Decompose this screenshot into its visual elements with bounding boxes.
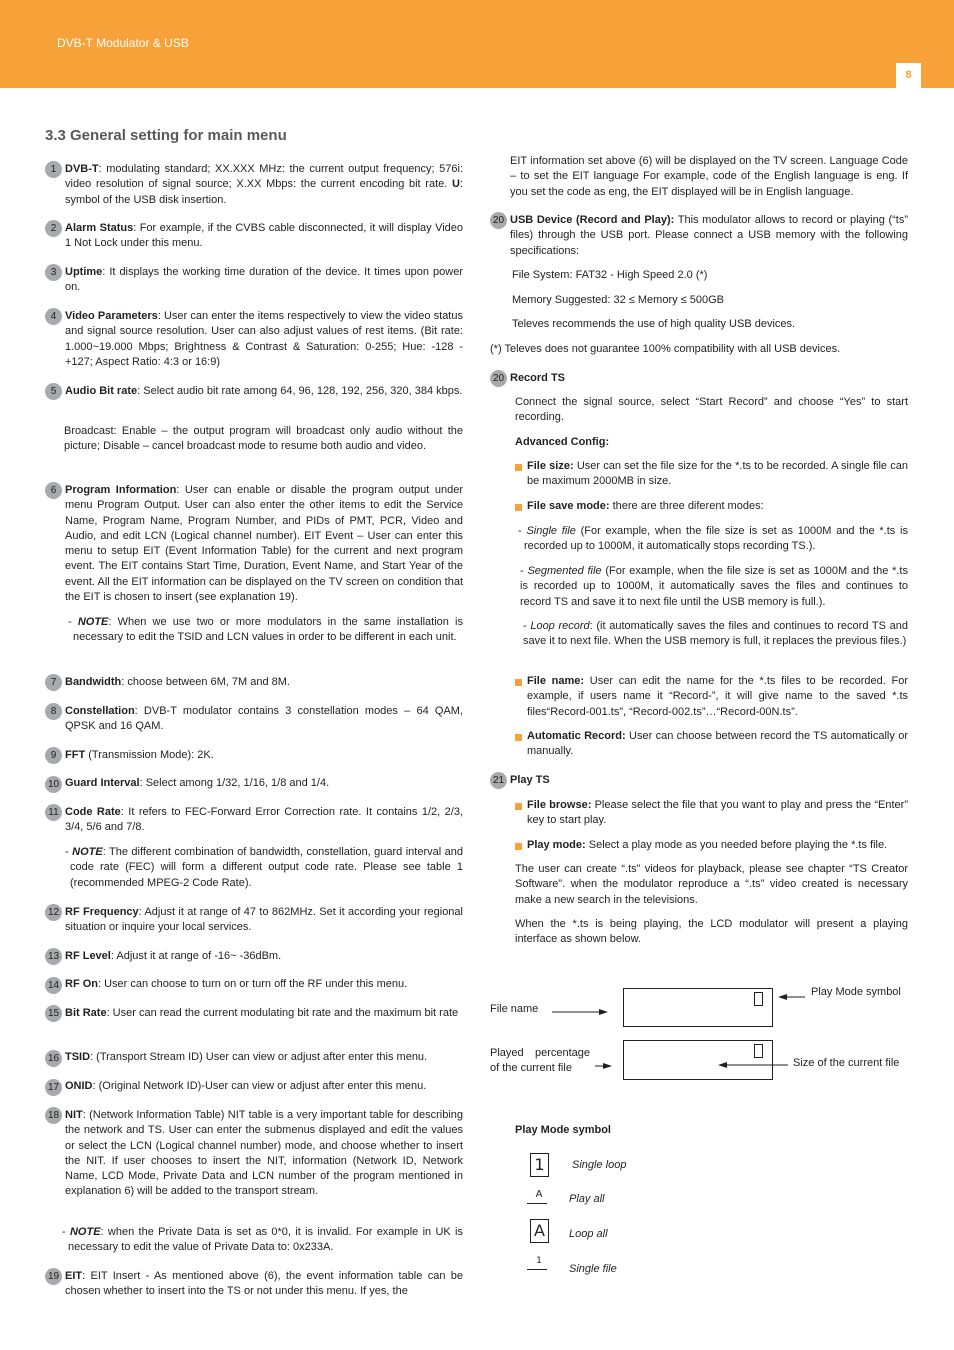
item-number-badge: 7: [45, 674, 62, 691]
item-number-badge: 3: [45, 264, 62, 281]
play-mode-symbol-arrow: [778, 994, 805, 1000]
play-all-label: Play all: [569, 1193, 605, 1205]
option-text: Select a play mode as you needed before playing the *.ts file.: [585, 839, 888, 851]
played-percentage-callout: Played percentage of the current file: [490, 1047, 590, 1074]
play-ts-heading: [510, 773, 908, 788]
note-program-information: [68, 615, 463, 646]
arrow-head: [603, 1063, 612, 1069]
menu-item-video-parameters: [65, 309, 463, 370]
advanced-config-heading: [515, 435, 908, 450]
option-text: User can edit the name for the *.ts files to be recorded. For example, if users name it “Record-”, it will give name to the saved *.ts files“Record-001.ts”, “Record-002.ts”…“Record-00N.ts”.: [527, 675, 908, 718]
header-title: DVB-T Modulator & USB: [57, 36, 189, 50]
option-label: Play mode:: [527, 839, 586, 851]
item-number-badge: 14: [45, 977, 62, 994]
play-all-symbol-underline: [527, 1203, 547, 1204]
item-label: RF Frequency: [65, 906, 139, 918]
item-number-badge: 4: [45, 308, 62, 325]
item-text: : choose between 6M, 7M and 8M.: [121, 676, 290, 688]
item-label: RF On: [65, 978, 98, 990]
item-number-badge: 12: [45, 904, 62, 921]
note-label: NOTE: [77, 616, 109, 628]
item-text: : DVB-T modulator contains 3 constellation modes – 64 QAM, QPSK and 16 QAM.: [65, 705, 463, 733]
item-number-badge: 16: [45, 1050, 62, 1067]
arrow-head: [599, 1009, 608, 1015]
note-dash: -: [65, 846, 73, 858]
option-label: File size:: [527, 460, 574, 472]
menu-item-rf-level: [65, 949, 463, 964]
item-label: EIT: [65, 1270, 83, 1282]
note-dash: -: [62, 1226, 70, 1238]
mode-dash: -: [523, 620, 531, 632]
item-number-badge: 8: [45, 703, 62, 720]
loop-all-symbol-icon: A: [530, 1219, 549, 1243]
item-text: : modulating standard; XX.XXX MHz: the current output frequency; 576i: video resolution of signal source; X.XX Mbps: the current encoding bit rate.: [65, 163, 463, 191]
arrow-head: [778, 994, 787, 1000]
mode-name: Segmented file: [527, 565, 602, 577]
item-number-badge: 20: [490, 370, 507, 387]
item-text: : User can read the current modulating bit rate and the maximum bit rate: [106, 1007, 459, 1019]
bullet-icon: [515, 679, 522, 686]
item-label: Guard Interval: [65, 777, 140, 789]
file-name-callout: File name: [490, 1003, 539, 1015]
option-label: Automatic Record:: [527, 730, 626, 742]
file-name-option: [527, 674, 908, 720]
menu-item-eit: [65, 1269, 463, 1300]
play-mode-symbol-callout: Play Mode symbol: [811, 986, 901, 998]
item-number-badge: 9: [45, 747, 62, 764]
file-save-mode-option: [527, 499, 908, 514]
item-text: : Select among 1/32, 1/16, 1/8 and 1/4.: [139, 777, 330, 789]
single-file-symbol-underline: [527, 1269, 547, 1270]
item-text: (Transmission Mode): 2K.: [85, 749, 214, 761]
option-text: there are three diferent modes:: [609, 500, 764, 512]
mode-text: (For example, when the file size is set as 1000M and the *.ts is recorded up to 1000M, it automatically stops recording TS.).: [524, 525, 908, 553]
item-label: Bandwidth: [65, 676, 122, 688]
automatic-record-option: [527, 729, 908, 760]
usb-spec-file-system: File System: FAT32 - High Speed 2.0 (*): [512, 269, 708, 281]
usb-spec-recommendation: Televes recommends the use of high quality USB devices.: [512, 318, 796, 330]
usb-spec-memory: Memory Suggested: 32 ≤ Memory ≤ 500GB: [512, 294, 724, 306]
menu-item-guard-interval: [65, 776, 463, 791]
bullet-icon: [515, 843, 522, 850]
menu-item-audio-bit-rate: [65, 384, 463, 399]
usb-footnote: (*) Televes does not guarantee 100% compatibility with all USB devices.: [490, 343, 841, 355]
item-text: : Adjust it at range of -16~ -36dBm.: [110, 950, 282, 962]
record-ts-intro: Connect the signal source, select “Start Record” and choose “Yes” to start recording.: [515, 396, 908, 424]
item-number-badge: 2: [45, 220, 62, 237]
item-text: This modulator allows to record or playing (“ts” files) through the USB port. Please connect a USB memory with the following specifications:: [510, 214, 908, 257]
item-label: Program Information: [65, 484, 177, 496]
menu-item-bit-rate: [65, 1006, 463, 1021]
note-text: : when the Private Data is set as 0*0, it is invalid. For example in UK is necessary to edit the value of Private Data to: 0x233A.: [68, 1226, 463, 1254]
item-label-usb-symbol: U: [451, 178, 460, 191]
audio-broadcast-description: Broadcast: Enable – the output program will broadcast only audio without the picture; Disable – cancel broadcast mode to resume both audio and video.: [64, 425, 463, 453]
item-text: : Adjust it at range of 47 to 862MHz. Set it according your regional situation or inquire your local services.: [65, 906, 463, 934]
item-text: : It displays the working time duration of the device. It times upon power on.: [65, 266, 463, 294]
item-label: Constellation: [65, 705, 135, 717]
item-text: : (Original Network ID)-User can view or adjust after enter this menu.: [92, 1080, 427, 1092]
legend-heading: Play Mode symbol: [515, 1124, 611, 1136]
item-label: ONID: [65, 1080, 93, 1092]
item-text: : User can choose to turn on or turn off the RF under this menu.: [98, 978, 408, 990]
option-text: User can set the file size for the *.ts to be recorded. A single file can be maximum 2000MB in size.: [527, 460, 908, 488]
single-loop-label: Single loop: [572, 1159, 627, 1171]
item-label: Bit Rate: [65, 1007, 107, 1019]
option-label: File browse:: [527, 799, 592, 811]
option-label: File name:: [527, 675, 585, 687]
mode-text: (For example, when the file size is set as 1000M and the *.ts is recorded up to 1000M, it automatically saves the files and continues to record TS and save it to next file until the USB memory is full.).: [520, 565, 908, 608]
menu-item-rf-frequency: [65, 905, 463, 936]
item-number-badge: 11: [45, 804, 62, 821]
menu-item-alarm-status: [65, 221, 463, 252]
file-size-cell: [754, 1044, 763, 1058]
playing-interface-paragraph: When the *.ts is being playing, the LCD modulator will present a playing interface as shown below.: [515, 918, 908, 946]
played-percentage-arrow: [595, 1063, 612, 1069]
item-label: Alarm Status: [65, 222, 134, 234]
bullet-icon: [515, 504, 522, 511]
item-number-badge: 18: [45, 1107, 62, 1124]
play-mode-symbol-heading: [515, 1123, 815, 1138]
play-mode-symbol-cell: [754, 992, 763, 1006]
file-size-option: [527, 459, 908, 490]
eit-continuation: EIT information set above (6) will be displayed on the TV screen. Language Code – to set the EIT language For example, code of the English language is eng. If you set the code as eng, the EIT displayed will be in English language.: [510, 155, 908, 198]
single-file-label: Single file: [569, 1263, 617, 1275]
menu-item-rf-on: [65, 977, 463, 992]
menu-item-bandwidth: [65, 675, 463, 690]
item-text: : Select audio bit rate among 64, 96, 128, 192, 256, 320, 384 kbps.: [137, 385, 463, 397]
menu-item-fft: [65, 748, 463, 763]
file-size-callout: Size of the current file: [793, 1057, 900, 1069]
item-label: Play TS: [510, 774, 550, 786]
item-number-badge: 1: [45, 161, 62, 178]
item-label: Record TS: [510, 372, 566, 384]
item-label: Audio Bit rate: [65, 385, 138, 397]
menu-item-nit: [65, 1108, 463, 1200]
lcd-line-1: [623, 988, 773, 1027]
advanced-config-label: Advanced Config:: [515, 436, 610, 448]
item-label: USB Device (Record and Play):: [510, 214, 675, 226]
menu-item-usb-device: [510, 213, 908, 259]
menu-item-program-information: [65, 483, 463, 605]
item-number-badge: 19: [45, 1268, 62, 1285]
mode-dash: -: [518, 525, 527, 537]
bullet-icon: [515, 734, 522, 741]
item-label: TSID: [65, 1051, 91, 1063]
item-label: NIT: [65, 1109, 83, 1121]
item-text: : For example, if the CVBS cable disconnected, it will display Video 1 Not Lock under this menu.: [65, 222, 463, 250]
lcd-line-2: [623, 1040, 773, 1080]
note-label: NOTE: [72, 846, 103, 858]
play-all-symbol-icon: A: [535, 1189, 543, 1200]
file-name-arrow: [552, 1009, 608, 1015]
note-label: NOTE: [69, 1226, 101, 1238]
bullet-icon: [515, 464, 522, 471]
item-number-badge: 17: [45, 1079, 62, 1096]
item-number-badge: 10: [45, 776, 62, 793]
item-text: : User can enable or disable the program output under menu Program Output. User can also enter the other items to edit the Service Name, Program Name, Program Number, and PIDs of PMT, PCR, Video and Audio, and edit LCN (Logical channel number). EIT Event – User can enter this menu to setup EIT (Event Information Table) for the current and next program event. The EIT contains Start Time, Duration, Event Name, and Start Year of the event. All the EIT information can be displayed on the TV screen on condition that the EIT is chosen to insert (see explanation 19).: [65, 484, 463, 604]
save-mode-single-file: [518, 524, 908, 555]
menu-item-dvb-t: [65, 162, 463, 208]
page-number: 8: [896, 63, 921, 88]
item-text: : (Network Information Table) NIT table is a very important table for describing the network and TS. User can enter the submenus displayed and edit the values or select the LCN (Logical channel number) mode, and choose whether to insert the NIT. If user chooses to insert the NIT, information (Network ID, Network Name, LCD Mode, Private Data and LCN number of the program mentioned in explanation 6) will be added to the transport stream.: [65, 1109, 463, 1198]
item-label: DVB-T: [65, 163, 99, 175]
file-browse-option: [527, 798, 908, 829]
header-band: [0, 0, 954, 88]
item-number-badge: 6: [45, 482, 62, 499]
note-text: : When we use two or more modulators in the same installation is necessary to edit the TSID and LCN values in order to be different in each unit.: [73, 616, 463, 644]
option-label: File save mode:: [527, 500, 610, 512]
menu-item-code-rate: [65, 805, 463, 836]
record-ts-heading: [510, 371, 908, 386]
item-label: RF Level: [65, 950, 111, 962]
item-label: Code Rate: [65, 806, 121, 818]
option-text: User can choose between record the TS automatically or manually.: [527, 730, 908, 758]
item-label: Video Parameters: [65, 310, 158, 322]
item-text: : It refers to FEC-Forward Error Correction rate. It contains 1/2, 2/3, 3/4, 5/6 and 7/8.: [65, 806, 463, 834]
option-text: Please select the file that you want to play and press the “Enter” key to start play.: [527, 799, 908, 827]
play-mode-option: [527, 838, 908, 853]
bullet-icon: [515, 803, 522, 810]
loop-all-label: Loop all: [569, 1228, 608, 1240]
mode-name: Single file: [526, 525, 576, 537]
item-text: : (Transport Stream ID) User can view or adjust after enter this menu.: [90, 1051, 428, 1063]
section-title: 3.3 General setting for main menu: [45, 127, 287, 144]
menu-item-constellation: [65, 704, 463, 735]
menu-item-onid: [65, 1079, 463, 1094]
item-text: : EIT Insert - As mentioned above (6), the event information table can be chosen whether to insert into the TS or not under this menu. If yes, the: [65, 1270, 463, 1298]
note-dash: -: [68, 616, 78, 628]
item-label: FFT: [65, 749, 86, 761]
item-text: : symbol of the USB disk insertion.: [65, 178, 463, 206]
mode-text: : (it automatically saves the files and continues to record TS and save it to next file. When the USB memory is full, it replaces the previous files.): [523, 620, 908, 648]
mode-name: Loop record: [530, 620, 590, 632]
single-file-symbol-icon: 1: [536, 1256, 542, 1266]
menu-item-uptime: [65, 265, 463, 296]
single-loop-symbol-icon: 1: [530, 1153, 549, 1177]
note-text: : The different combination of bandwidth, constellation, guard interval and code rate (FEC) will form a different output code rate. Please see table 1 (recommended MPEG-2 Code Rate).: [70, 846, 463, 889]
item-number-badge: 5: [45, 383, 62, 400]
note-nit: [62, 1225, 463, 1256]
note-code-rate: [65, 845, 463, 891]
save-mode-loop-record: [523, 619, 908, 650]
item-label: Uptime: [65, 266, 103, 278]
item-number-badge: 21: [490, 772, 507, 789]
item-number-badge: 13: [45, 948, 62, 965]
mode-dash: -: [520, 565, 528, 577]
ts-creator-paragraph: The user can create “.ts” videos for playback, please see chapter “TS Creator Software”. when the modulator reproduce a “.ts” video created is necessary make a new search in the televisions.: [515, 863, 908, 906]
save-mode-segmented-file: [520, 564, 908, 610]
menu-item-tsid: [65, 1050, 463, 1065]
item-text: : User can enter the items respectively to view the video status and signal source resolution. User can also adjust values of rest items. (Bit rate: 1.000~19.000 Mbps; Brightness & Contrast & Saturation: 0-255; Hue: -128 - +127; Aspect Ratio: 4:3 or 16:9): [65, 310, 463, 368]
item-number-badge: 15: [45, 1005, 62, 1022]
item-number-badge: 20: [490, 212, 507, 229]
